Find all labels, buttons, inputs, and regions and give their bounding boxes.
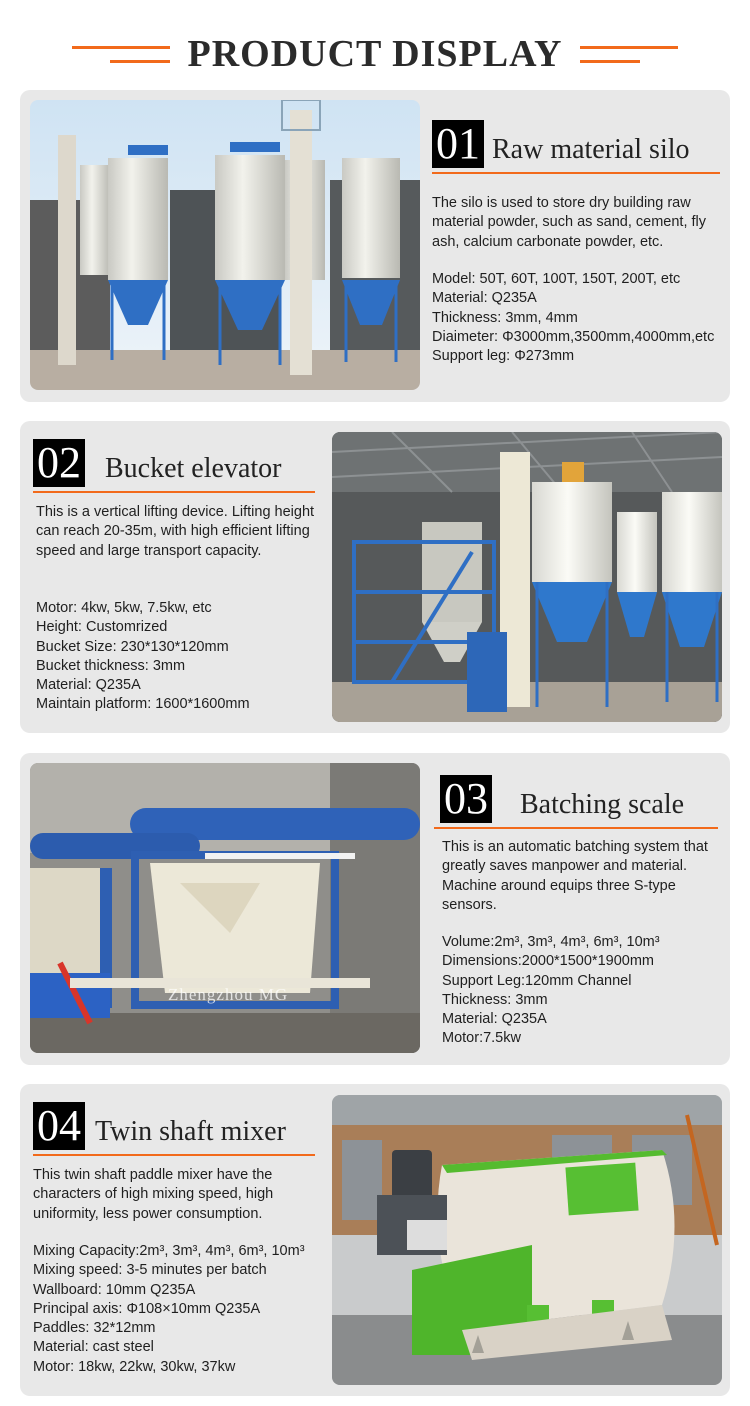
spec-line: Principal axis: Φ108×10mm Q235A: [33, 1300, 261, 1317]
product-card-mixer: [20, 1084, 730, 1396]
batching-number: 03: [440, 775, 492, 823]
header-right-line: [580, 46, 678, 49]
elevator-underline: [33, 491, 315, 493]
spec-line: Material: Q235A: [442, 1011, 547, 1028]
spec-line: Motor: 18kw, 22kw, 30kw, 37kw: [33, 1358, 236, 1375]
silo-photo: [30, 100, 420, 390]
header-right-line-2: [580, 60, 640, 63]
spec-line: Volume:2m³, 3m³, 4m³, 6m³, 10m³: [442, 934, 660, 950]
batching-underline: [434, 827, 718, 829]
product-card-elevator: [20, 421, 730, 733]
mixer-description: This twin shaft paddle mixer have the characters of high mixing speed, high uniformity, less power consumption.: [33, 1167, 274, 1222]
mixer-title: Twin shaft mixer: [95, 1116, 286, 1147]
spec-line: Mixing speed: 3-5 minutes per batch: [33, 1262, 267, 1279]
elevator-title: Bucket elevator: [105, 453, 282, 484]
spec-line: Wallboard: 10mm Q235A: [33, 1281, 196, 1298]
batching-description: This is an automatic batching system that greatly saves manpower and material. Machine around equips three S-type sensors.: [442, 839, 708, 913]
spec-line: Material: Q235A: [432, 290, 537, 307]
product-card-silo: [20, 90, 730, 402]
spec-line: Paddles: 32*12mm: [33, 1320, 156, 1337]
mixer-underline: [33, 1154, 315, 1156]
elevator-photo: [332, 432, 722, 722]
spec-line: Maintain platform: 1600*1600mm: [36, 696, 250, 713]
silo-title: Raw material silo: [492, 134, 690, 165]
silo-underline: [432, 172, 720, 174]
spec-line: Bucket thickness: 3mm: [36, 657, 186, 674]
spec-line: Diaimeter: Φ3000mm,3500mm,4000mm,etc: [432, 328, 715, 345]
elevator-heading: [33, 439, 323, 495]
batching-specs: [442, 933, 660, 1049]
page-title: PRODUCT DISPLAY: [187, 33, 563, 75]
page-header: [0, 0, 750, 90]
batching-photo: [30, 763, 420, 1053]
silo-description: The silo is used to store dry building raw material powder, such as sand, cement, fly ash, calcium carbonate powder, etc.: [432, 195, 707, 250]
spec-line: Height: Customrized: [36, 619, 168, 636]
mixer-heading: [33, 1102, 333, 1158]
spec-line: Material: Q235A: [36, 677, 141, 694]
batching-heading: [440, 775, 730, 831]
spec-line: Motor: 4kw, 5kw, 7.5kw, etc: [36, 600, 212, 616]
mixer-photo: [332, 1095, 722, 1385]
spec-line: Support leg: Φ273mm: [432, 348, 575, 365]
silo-heading: [432, 120, 722, 176]
batching-title: Batching scale: [520, 789, 685, 820]
mixer-specs: [33, 1242, 305, 1377]
silo-specs: [432, 270, 714, 366]
spec-line: Thickness: 3mm: [442, 991, 548, 1008]
silo-number: 01: [432, 120, 484, 168]
mixer-number: 04: [33, 1102, 85, 1150]
spec-line: Mixing Capacity:2m³, 3m³, 4m³, 6m³, 10m³: [33, 1243, 305, 1259]
elevator-number: 02: [33, 439, 85, 487]
elevator-description: This is a vertical lifting device. Lifting height can reach 20-35m, with high efficient lifting speed and large transport capacity.: [36, 504, 315, 559]
elevator-specs: [36, 599, 250, 715]
spec-line: Material: cast steel: [33, 1339, 154, 1356]
spec-line: Motor:7.5kw: [442, 1030, 521, 1047]
spec-line: Bucket Size: 230*130*120mm: [36, 638, 229, 655]
batching-watermark: Zhengzhou MG: [168, 985, 289, 1004]
spec-line: Model: 50T, 60T, 100T, 150T, 200T, etc: [432, 271, 681, 287]
product-card-batching: [20, 753, 730, 1065]
spec-line: Support Leg:120mm Channel: [442, 972, 632, 989]
spec-line: Thickness: 3mm, 4mm: [432, 309, 578, 326]
spec-line: Dimensions:2000*1500*1900mm: [442, 953, 654, 970]
